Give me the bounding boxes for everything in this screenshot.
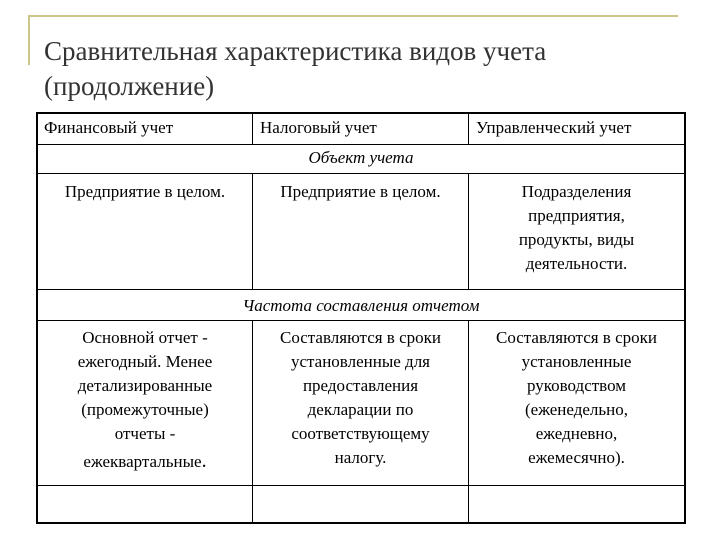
cell-line: Составляются в сроки [495, 328, 657, 347]
cell-line: декларации по [307, 400, 414, 419]
cell-line: продукты, виды [518, 230, 635, 249]
cell-line: детализированные [77, 376, 213, 395]
cell-object-tax [253, 180, 468, 204]
cell-line: Составляются в сроки [279, 328, 441, 347]
cell-frequency-management [469, 326, 684, 470]
slide-title-line-1: Сравнительная характеристика видов учета [44, 36, 547, 66]
cell-object-financial [38, 180, 252, 204]
row-divider [38, 320, 684, 321]
slide-title [44, 34, 684, 104]
cell-line: Подразделения [521, 182, 632, 201]
cell-line: ежемесячно). [528, 448, 625, 467]
comparison-table [36, 112, 686, 524]
cell-line: (промежуточные) [81, 400, 209, 419]
col-divider [252, 114, 253, 144]
cell-line: ежегодный. Менее [77, 352, 213, 371]
header-financial: Финансовый учет [44, 118, 174, 137]
section-label-frequency: Частота составления отчетом [242, 296, 480, 315]
cell-line: деятельности. [525, 254, 628, 273]
cell-line-text: ежеквартальные [83, 452, 202, 471]
cell-line: Предприятие в целом. [280, 182, 441, 201]
cell-line: соответствующему [291, 424, 430, 443]
slide-title-line-2: (продолжение) [44, 71, 215, 101]
cell-line: налогу. [334, 448, 387, 467]
col-divider [468, 320, 469, 522]
cell-line: руководством [526, 376, 627, 395]
cell-line: предприятия, [528, 206, 625, 225]
slide-frame-left-line [28, 15, 30, 65]
cell-frequency-tax [253, 326, 468, 470]
cell-line: установленные [521, 352, 632, 371]
header-tax: Налоговый учет [260, 118, 377, 137]
col-divider [468, 114, 469, 144]
col-divider [252, 173, 253, 289]
cell-line: Основной отчет - [82, 328, 208, 347]
slide-frame-top-line [28, 15, 678, 17]
cell-line: (еженедельно, [525, 400, 628, 419]
section-label-object: Объект учета [308, 148, 414, 167]
cell-line-period: . [201, 450, 207, 472]
cell-line: Предприятие в целом. [64, 182, 226, 201]
cell-line: отчеты - [114, 424, 176, 443]
row-divider [38, 485, 684, 486]
row-divider [38, 144, 684, 145]
cell-line: установленные для [290, 352, 431, 371]
cell-frequency-financial [38, 326, 252, 477]
cell-line: ежедневно, [535, 424, 618, 443]
header-management: Управленческий учет [476, 118, 632, 137]
row-divider [38, 173, 684, 174]
row-divider [38, 289, 684, 290]
col-divider [468, 173, 469, 289]
cell-line-last [38, 446, 252, 477]
cell-line: предоставления [302, 376, 419, 395]
col-divider [252, 320, 253, 522]
cell-object-management [469, 180, 684, 276]
